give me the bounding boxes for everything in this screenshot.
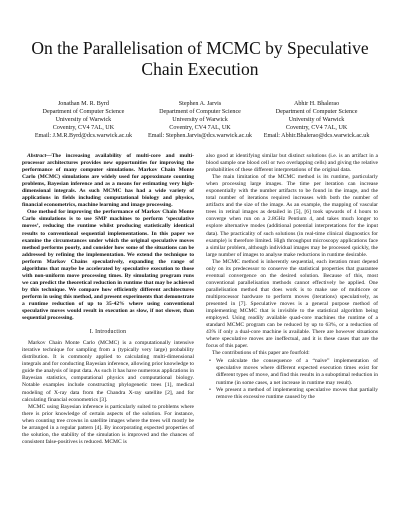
- author-dept: Department of Computer Science: [42, 109, 125, 115]
- author-univ: University of Warwick: [55, 117, 112, 123]
- intro-paragraph-1: Markov Chain Monte Carlo (MCMC) is a computationally intensive iterative technique for sampling from a (typically very large) probability distribution. It is commonly applied to calculating multi-dimensional integrals and for conducting Bayesian inference, allowing prior knowledge to guide the analysis of input data. As such it has have numerous applications in Bayesian statistics, computational physics and computational biology. Notable examples include constructing phylogenetic trees [1], medical modeling of X-ray data from the Chandra X-ray satellite [2], and for calculating financial econometrics [3].: [22, 340, 194, 403]
- body-paragraph-4: The contributions of this paper are fourfold:: [212, 350, 310, 357]
- bullet-icon: •: [209, 386, 211, 393]
- abstract-paragraph-1: [22, 153, 194, 209]
- right-column: [206, 153, 378, 446]
- list-item: [206, 387, 378, 401]
- author-3: [259, 100, 374, 140]
- author-email: Email: Abhir.Bhalerao@dcs.warwick.ac.uk: [263, 133, 370, 139]
- author-univ: University of Warwick: [172, 117, 228, 123]
- list-item-text: We present a method of implementing speculative moves that partially remove this excessive runtime caused by the: [216, 386, 378, 400]
- author-addr: Coventry, CV4 7AL, UK: [169, 125, 231, 131]
- author-univ: University of Warwick: [288, 117, 345, 123]
- author-name: Stephen A. Jarvis: [178, 101, 222, 107]
- author-name: Jonathan M. R. Byrd: [57, 101, 109, 107]
- contributions-list: [206, 358, 378, 400]
- author-addr: Coventry, CV4 7AL, UK: [285, 125, 348, 131]
- list-item: [206, 358, 378, 386]
- author-email: Email: J.M.R.Byrd@dcs.warwick.ac.uk: [34, 133, 132, 139]
- intro-paragraph-2: MCMC using Bayesian inference is particularly suited to problems where there is prior knowledge of certain aspects of the solution. For instance, when counting tree crowns in satellite images where the trees will mostly be be arranged in a regular pattern [4]. By incorporating expected properties of the solution, the stability of the simulation is improved and the chances of consistent false-positives is reduced. MCMC is: [22, 403, 194, 445]
- list-item-text: We calculate the consequence of a “naive” implementation of speculative moves where different expected execution times exist for different types of move, and find this results in a suboptimal reduction in runtime (in some cases, a net increase in runtime may result).: [216, 358, 378, 386]
- body-paragraph-3: The MCMC method is inherently sequential, each iteration must depend only on its predecessor to conserve the statistical properties that guarantee eventual convergence on the desired solution. Because of this, most conventional parallelisation methods cannot effectively be applied. One parallelisation method that does work is to make use of multicore or multiprocessor hardware to perform moves (iterations) speculatively, as presented in [7]. Speculative moves is a general purpose method of implementing MCMC that is invisible to the statistical algorithm being employed. Using readily available quad-core machines the runtime of a standard MCMC program can be reduced by up to 63%, or a reduction of 43% if only a dual-core machine is available. There are however situations where speculative moves are ineffectual, and it is these cases that are the focus of this paper.: [206, 258, 378, 350]
- body-columns: [22, 153, 378, 446]
- author-dept: Department of Computer Science: [275, 109, 358, 115]
- bullet-icon: •: [209, 358, 211, 365]
- body-paragraph-1: also good at identifying similar but distinct solutions (i.e. is an artifact in a blood sample one blood cell or two overlapping cells) and giving the relative probabilities of these different interpretations of the original data.: [206, 153, 378, 174]
- author-email: Email: Stephen.Jarvis@dcs.warwick.ac.uk: [148, 133, 252, 139]
- author-2: [143, 100, 258, 140]
- left-column: [22, 153, 194, 446]
- author-1: [26, 100, 141, 140]
- abstract-text-1: —The increasing availability of multi-core and multi-processor architectures provides new opportunities for improving the performance of many computer simulations. Markov Chain Monte Carlo (MCMC) simulations are widely used for approximate counting problems, Bayesian inference and as a means for estimating very high-dimensional integrals. As such MCMC has had a wide variety of applications in fields including computational biology and physics, financial econometrics, machine learning and image processing.: [22, 153, 194, 209]
- author-block: [22, 100, 378, 140]
- body-paragraph-2: The main limitation of the MCMC method is its runtime, particularly when processing large images. The time per iteration can increase exponentially with the number artifacts to be found in the image, and the total number of iterations required increases with both the number of artifacts and the size of the image. As an example, the mapping of vascular trees in retinal images as detailed in [5], [6] took upwards of 4 hours to converge when run on a 2.8GHz Pentium 4, and takes much longer to explore alternative modes (additional potential interpretations for the input data). The practicality of such solutions (in real-time clinical diagnostics for example) is therefore limited. High throughput microscopy applications face a similar problem, although individual images may be processed quickly, the large number of images to analyse make reductions in runtime desirable.: [206, 174, 378, 258]
- author-name: Abhir H. Bhalerao: [293, 101, 340, 107]
- author-addr: Coventry, CV4 7AL, UK: [52, 125, 115, 131]
- author-dept: Department of Computer Science: [159, 109, 241, 115]
- abstract-label: Abstract: [27, 153, 47, 159]
- section-heading-introduction: I. Introduction: [89, 329, 127, 336]
- paper-title: On the Parallelisation of MCMC by Speculative Chain Execution: [31, 38, 369, 79]
- abstract-paragraph-2: One method for improving the performance of Markov Chain Monte Carlo simulations is to use SMP machines to perform ‘speculative moves’, reducing the runtime whilst producing statistically identical results to conventional sequential implementations. In this paper we examine the circumstances under which the original speculative moves method performs poorly, and consider how some of the situations can be addressed by refining the implementation. We extend the technique to perform Markov Chains speculatively, expanding the range of algorithms that maybe be accelerated by speculative execution to those with non-uniform move processing times. By simulating program runs we can predict the theoretical reduction in runtime that may be achieved by this technique. We compare how efficiently different architectures perform in using this method, and present experiments that demonstrate a runtime reduction of up to 35-42% where using conventional speculative moves would result in execution as slow, if not slower, than sequential processing.: [22, 209, 194, 322]
